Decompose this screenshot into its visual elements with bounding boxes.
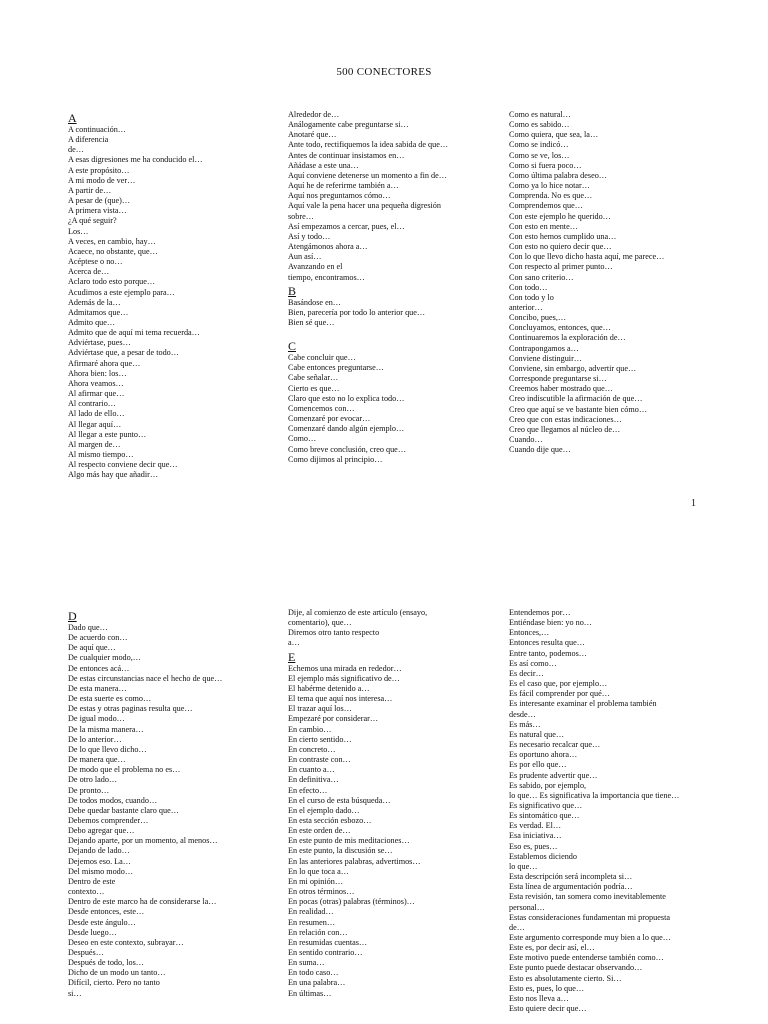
connector-entry: Creo que con estas indicaciones… [509,414,622,424]
connector-entry: Como… [288,434,317,444]
connector-entry: Al lado de ello… [68,409,125,419]
connector-entry: De acuerdo con… [68,633,128,643]
connector-entry: Es sintomático que… [509,811,580,821]
connector-column-a [68,110,278,480]
connector-entry: Este argumento corresponde muy bien a lo que… [509,933,671,942]
connector-entry: Es necesario recalcar que… [509,740,601,750]
connector-entry: Ante todo, rectifiquemos la idea sabida de que… [288,140,449,150]
connector-entry: Es por ello que… [509,760,567,770]
connector-entry: De esta manera… [68,683,127,693]
connector-entry: Deseo en este contexto, subrayar… [68,937,184,947]
connector-entry: A partir de… [68,185,112,195]
connector-entry: Cabe concluir que… [288,353,356,363]
connector-entry: Es natural que… [509,729,565,739]
connector-entry: lo que… Es significativa la importancia que tiene… [509,790,680,800]
connector-entry: Bien sé que… [288,317,335,327]
section-letter-heading: B [288,283,297,298]
connector-entry: Con sano criterio… [509,272,574,282]
connector-entry: Aquí nos preguntamos cómo… [288,191,391,201]
section-letter-heading: C [288,339,297,354]
connector-entry: Acudimos a este ejemplo para… [68,287,175,297]
connector-entry: Comencemos con… [288,403,355,413]
connector-entry: si… [68,988,82,998]
connector-entry: Debe quedar bastante claro que… [68,805,179,815]
connector-entry: comentario), que… [288,618,352,628]
connector-entry: tiempo, encontramos… [288,272,365,282]
connector-entry: De aquí que… [68,643,116,653]
connector-entry: Como dijimos al principio… [288,454,383,464]
connector-entry: A veces, en cambio, hay… [68,236,156,246]
connector-entry: En este punto de mis meditaciones… [288,836,410,846]
connector-entry: En este punto, la discusión se… [288,846,393,856]
connector-entry: A este propósito… [68,165,130,175]
connector-entry: Como breve conclusión, creo que… [288,444,407,454]
connector-entry: Después de todo, los… [68,958,144,968]
connector-entry: Es sabido, por ejemplo, [509,780,587,790]
connector-entry: Basándose en… [288,297,341,307]
connector-entry: de… [509,922,525,932]
connector-entry: Esto es absolutamente cierto. Si… [509,973,622,983]
connector-entry: De todos modos, cuando… [68,795,158,805]
connector-entry: Del mismo modo… [68,866,134,876]
connector-entry: En realidad… [288,907,334,917]
connector-entry: Contrapongamos a… [509,343,579,353]
connector-entry: Con lo que llevo dicho hasta aquí, me parece… [509,252,665,262]
connector-entry: Admitamos que… [68,307,129,317]
connector-entry: Dentro de este marco ha de considerarse la… [68,897,217,907]
connector-entry: Creo indiscutible la afirmación de que… [509,394,643,404]
connector-entry: En el ejemplo dado… [288,805,360,815]
connector-entry: Entonces resulta que… [509,638,585,648]
connector-entry: A pesar de (que)… [68,196,131,206]
connector-entry: Como ya lo hice notar… [509,181,590,191]
connector-entry: Anotaré que… [288,130,337,140]
connector-entry: Ahora bien: los… [68,368,127,378]
connector-entry: Aquí conviene detenerse un momento a fin de… [288,170,447,180]
connector-entry: Es más… [509,719,541,729]
connector-entry: Al respecto conviene decir que… [68,460,178,470]
connector-entry: Esta descripción será incompleta si… [509,872,633,882]
connector-entry: Comenzaré por evocar… [288,414,371,424]
connector-entry: De entonces acá… [68,663,130,673]
connector-entry: Análogamente cabe preguntarse si… [288,120,409,130]
connector-entry: De esta suerte es como… [68,694,152,704]
connector-entry: Al contrario… [68,399,116,409]
connector-entry: Afirmaré ahora que… [68,358,141,368]
connector-entry: Entre tanto, podemos… [509,648,587,658]
connector-entry: Creo que aquí se ve bastante bien cómo… [509,404,648,414]
connector-entry: Esto nos lleva a… [509,993,569,1003]
connector-entry: Es significativo que… [509,800,583,810]
connector-entry: Acerca de… [68,267,110,277]
connector-entry: De manera que… [68,755,126,765]
connector-entry: Aun así… [288,252,322,262]
connector-entry: De otro lado… [68,775,118,785]
connector-entry: Como es sabido… [509,120,570,130]
connector-entry: En resumidas cuentas… [288,937,368,947]
connector-entry: Dije, al comienzo de este artículo (ensayo, [288,608,428,617]
connector-entry: De cualquier modo,… [68,653,141,663]
connector-entry: Este motivo puede entenderse también como… [509,953,664,963]
connector-entry: Difícil, cierto. Pero no tanto [68,978,160,988]
connector-entry: De lo anterior… [68,734,122,744]
connector-entry: En pocas (otras) palabras (términos)… [288,897,415,907]
connector-entry: En contraste con… [288,755,351,765]
connector-entry: Conviene distinguir… [509,353,582,363]
connector-entry: Claro que esto no lo explica todo… [288,393,405,403]
connector-entry: En este orden de… [288,826,351,836]
page-number: 1 [691,498,696,509]
connector-entry: Como se ve, los… [509,150,570,160]
connector-entry: Eso es, pues… [509,841,558,851]
connector-entry: El trazar aquí los… [288,704,352,714]
connector-entry: Atengámonos ahora a… [288,242,368,252]
connector-entry: Alrededor de… [288,110,340,119]
connector-entry: En suma… [288,958,325,968]
connector-entry: Comenzaré dando algún ejemplo… [288,424,405,434]
connector-entry: Concibo, pues,… [509,313,567,323]
connector-entry: Dado que… [68,623,108,632]
connector-entry: Al mismo tiempo… [68,450,134,459]
connector-entry: Es interesante examinar el problema también [509,699,657,709]
connector-entry: a… [288,638,300,648]
connector-entry: A continuación… [68,125,126,134]
connector-entry: Es oportuno ahora… [509,750,578,760]
connector-entry: Cabe señalar… [288,373,339,383]
connector-entry: En el curso de esta búsqueda… [288,795,391,805]
section-letter-heading: A [68,111,77,125]
connector-entry: De igual modo… [68,714,125,724]
connector-entry: Cuando dije que… [509,445,571,455]
connector-entry: Este punto puede destacar observando… [509,963,643,973]
connector-entry: Como se indicó… [509,140,569,150]
connector-entry: Esta revisión, tan somera como inevitablemente [509,892,666,902]
connector-entry: Establemos diciendo [509,851,577,861]
connector-entry: Debo agregar que… [68,826,135,836]
connector-entry: A esas digresiones me ha conducido el… [68,155,203,165]
connector-entry: El ejemplo más significativo de… [288,673,400,683]
connector-entry: Como si fuera poco… [509,160,582,170]
connector-entry: Con esto no quiero decir que… [509,242,612,252]
connector-entry: De lo que llevo dicho… [68,744,147,754]
connector-entry: Con esto en mente… [509,221,578,231]
connector-entry: Admito que de aquí mi tema recuerda… [68,328,200,338]
connector-entry: En cierto sentido… [288,734,352,744]
connector-entry: En todo caso… [288,968,339,978]
connector-entry: Concluyamos, entonces, que… [509,323,611,333]
connector-column-a-b-c [288,110,498,465]
connector-entry: Empezaré por considerar… [288,714,379,724]
connector-entry: Entiéndase bien: yo no… [509,618,592,628]
connector-entry: Es prudente advertir que… [509,770,598,780]
connector-entry: Antes de continuar insistamos en… [288,150,405,160]
connector-entry: Continuaremos la exploración de… [509,333,626,343]
connector-entry: El habérme detenido a… [288,683,370,693]
connector-entry: Añádase a este una… [288,160,359,170]
connector-entry: De pronto… [68,785,110,795]
connector-entry: Echemos una mirada en rededor… [288,663,402,673]
connector-entry: Esta línea de argumentación podría… [509,882,633,892]
connector-entry: Al afirmar que… [68,389,125,399]
connector-entry: Como última palabra deseo… [509,170,607,180]
connector-entry: Entendemos por… [509,608,571,617]
connector-entry: Con todo y lo [509,292,554,302]
connector-entry: Entonces,… [509,628,550,638]
connector-entry: En relación con… [288,927,348,937]
connector-entry: En efecto… [288,785,328,795]
connector-entry: Es verdad. El… [509,821,562,831]
connector-entry: Dejemos eso. La… [68,856,131,866]
connector-entry: En las anteriores palabras, advertimos… [288,856,421,866]
connector-entry: En últimas… [288,988,332,998]
connector-entry: Dentro de este [68,876,116,886]
page-title: 500 CONECTORES [336,66,432,78]
connector-entry: En esta sección esbozo… [288,815,372,825]
connector-column-e [509,608,719,1014]
connector-entry: Desde luego… [68,927,117,937]
connector-entry: Comprendemos que… [509,201,583,211]
connector-entry: Al llegar aquí… [68,419,122,429]
connector-column-d-e [288,608,498,999]
connector-entry: De la misma manera… [68,724,144,734]
connector-entry: Como quiera, que sea, la… [509,130,599,140]
connector-entry: Acaece, no obstante, que… [68,246,158,256]
connector-entry: Conviene, sin embargo, advertir que… [509,363,637,373]
connector-entry: Debemos comprender… [68,815,149,825]
connector-entry: desde… [509,709,536,719]
connector-entry: De modo que el problema no es… [68,765,181,775]
connector-entry: El tema que aquí nos interesa… [288,694,393,704]
connector-entry: Así y todo… [288,231,331,241]
connector-entry: Con esto hemos cumplido una… [509,231,617,241]
connector-entry: En concreto… [288,744,336,754]
connector-entry: Esto es, pues, lo que… [509,983,585,993]
connector-entry: Aquí vale la pena hacer una pequeña digresión [288,201,441,211]
connector-entry: Cabe entonces preguntarse… [288,363,384,373]
connector-entry: personal… [509,902,545,912]
connector-entry: En otros términos… [288,887,355,897]
connector-entry: En cuanto a… [288,765,335,775]
connector-entry: Ahora veamos… [68,378,124,388]
connector-entry: contexto… [68,887,105,897]
connector-entry: ¿A qué seguir? [68,216,117,226]
connector-entry: Es así como… [509,658,557,668]
connector-entry: Desde entonces, este… [68,907,145,917]
connector-entry: Este es, por decir así, el… [509,943,595,953]
connector-entry: Admito que… [68,317,116,327]
connector-entry: Dicho de un modo un tanto… [68,968,166,978]
connector-entry: Corresponde preguntarse si… [509,374,607,384]
connector-entry: Comprenda. No es que… [509,191,593,201]
connector-entry: Con este ejemplo he querido… [509,211,611,221]
connector-entry: Después… [68,948,104,957]
connector-entry: Con respecto al primer punto… [509,262,613,272]
connector-entry: Aclaro todo esto porque… [68,277,156,287]
connector-entry: Desde este ángulo… [68,917,136,927]
connector-entry: Esto quiere decir que… [509,1004,587,1014]
connector-entry: Como es natural… [509,110,571,119]
connector-entry: Con todo… [509,282,548,292]
connector-entry: Al llegar a este punto… [68,429,147,439]
connector-entry: Es decir… [509,668,544,678]
connector-entry: Creemos haber mostrado que… [509,384,613,394]
connector-entry: anterior… [509,302,543,312]
section-letter-heading: D [68,609,77,623]
connector-entry: Es el caso que, por ejemplo… [509,679,608,689]
section-letter-heading: E [288,649,296,664]
connector-entry: De estas y otras paginas resulta que… [68,704,193,714]
connector-entry: Creo que llegamos al núcleo de… [509,424,621,434]
connector-entry: Algo más hay que añadir… [68,470,159,480]
connector-entry: lo que… [509,861,538,871]
connector-entry: sobre… [288,211,314,221]
connector-entry: En mi opinión… [288,876,344,886]
connector-entry: Adviértase, pues… [68,338,131,348]
connector-entry: Cierto es que… [288,383,340,393]
connector-column-d [68,608,278,999]
connector-entry: Así empezamos a cercar, pues, el… [288,221,405,231]
connector-entry: Bien, parecería por todo lo anterior que… [288,307,426,317]
connector-entry: Los… [68,226,89,236]
connector-entry: Adviértase que, a pesar de todo… [68,348,179,358]
connector-entry: Estas consideraciones fundamentan mi propuesta [509,912,670,922]
connector-entry: Al margen de… [68,439,121,449]
connector-entry: Dejando de lado… [68,846,130,856]
connector-entry: En definitiva… [288,775,339,785]
connector-entry: A diferencia [68,135,109,145]
connector-entry: Cuando… [509,435,543,444]
connector-entry: Además de la… [68,297,121,307]
connector-entry: Esa iniciativa… [509,831,562,841]
connector-entry: En cambio… [288,724,332,734]
connector-entry: En una palabra… [288,978,346,988]
connector-entry: De estas circunstancias nace el hecho de que… [68,673,223,683]
connector-entry: Dejando aparte, por un momento, al menos… [68,836,218,846]
connector-entry: En sentido contrario… [288,948,363,957]
connector-entry: Es fácil comprender por qué… [509,689,610,699]
connector-entry: Aquí he de referirme también a… [288,181,399,191]
connector-entry: A mi modo de ver… [68,175,136,185]
connector-entry: Avanzando en el [288,262,343,272]
connector-entry: En lo que toca a… [288,866,349,876]
connector-entry: A primera vista… [68,206,127,216]
connector-entry: Acéptese o no… [68,257,123,267]
connector-entry: Diremos otro tanto respecto [288,628,380,638]
connector-entry: de… [68,145,84,155]
connector-column-c [509,110,719,455]
connector-entry: En resumen… [288,917,336,927]
connector-entry [288,328,498,338]
